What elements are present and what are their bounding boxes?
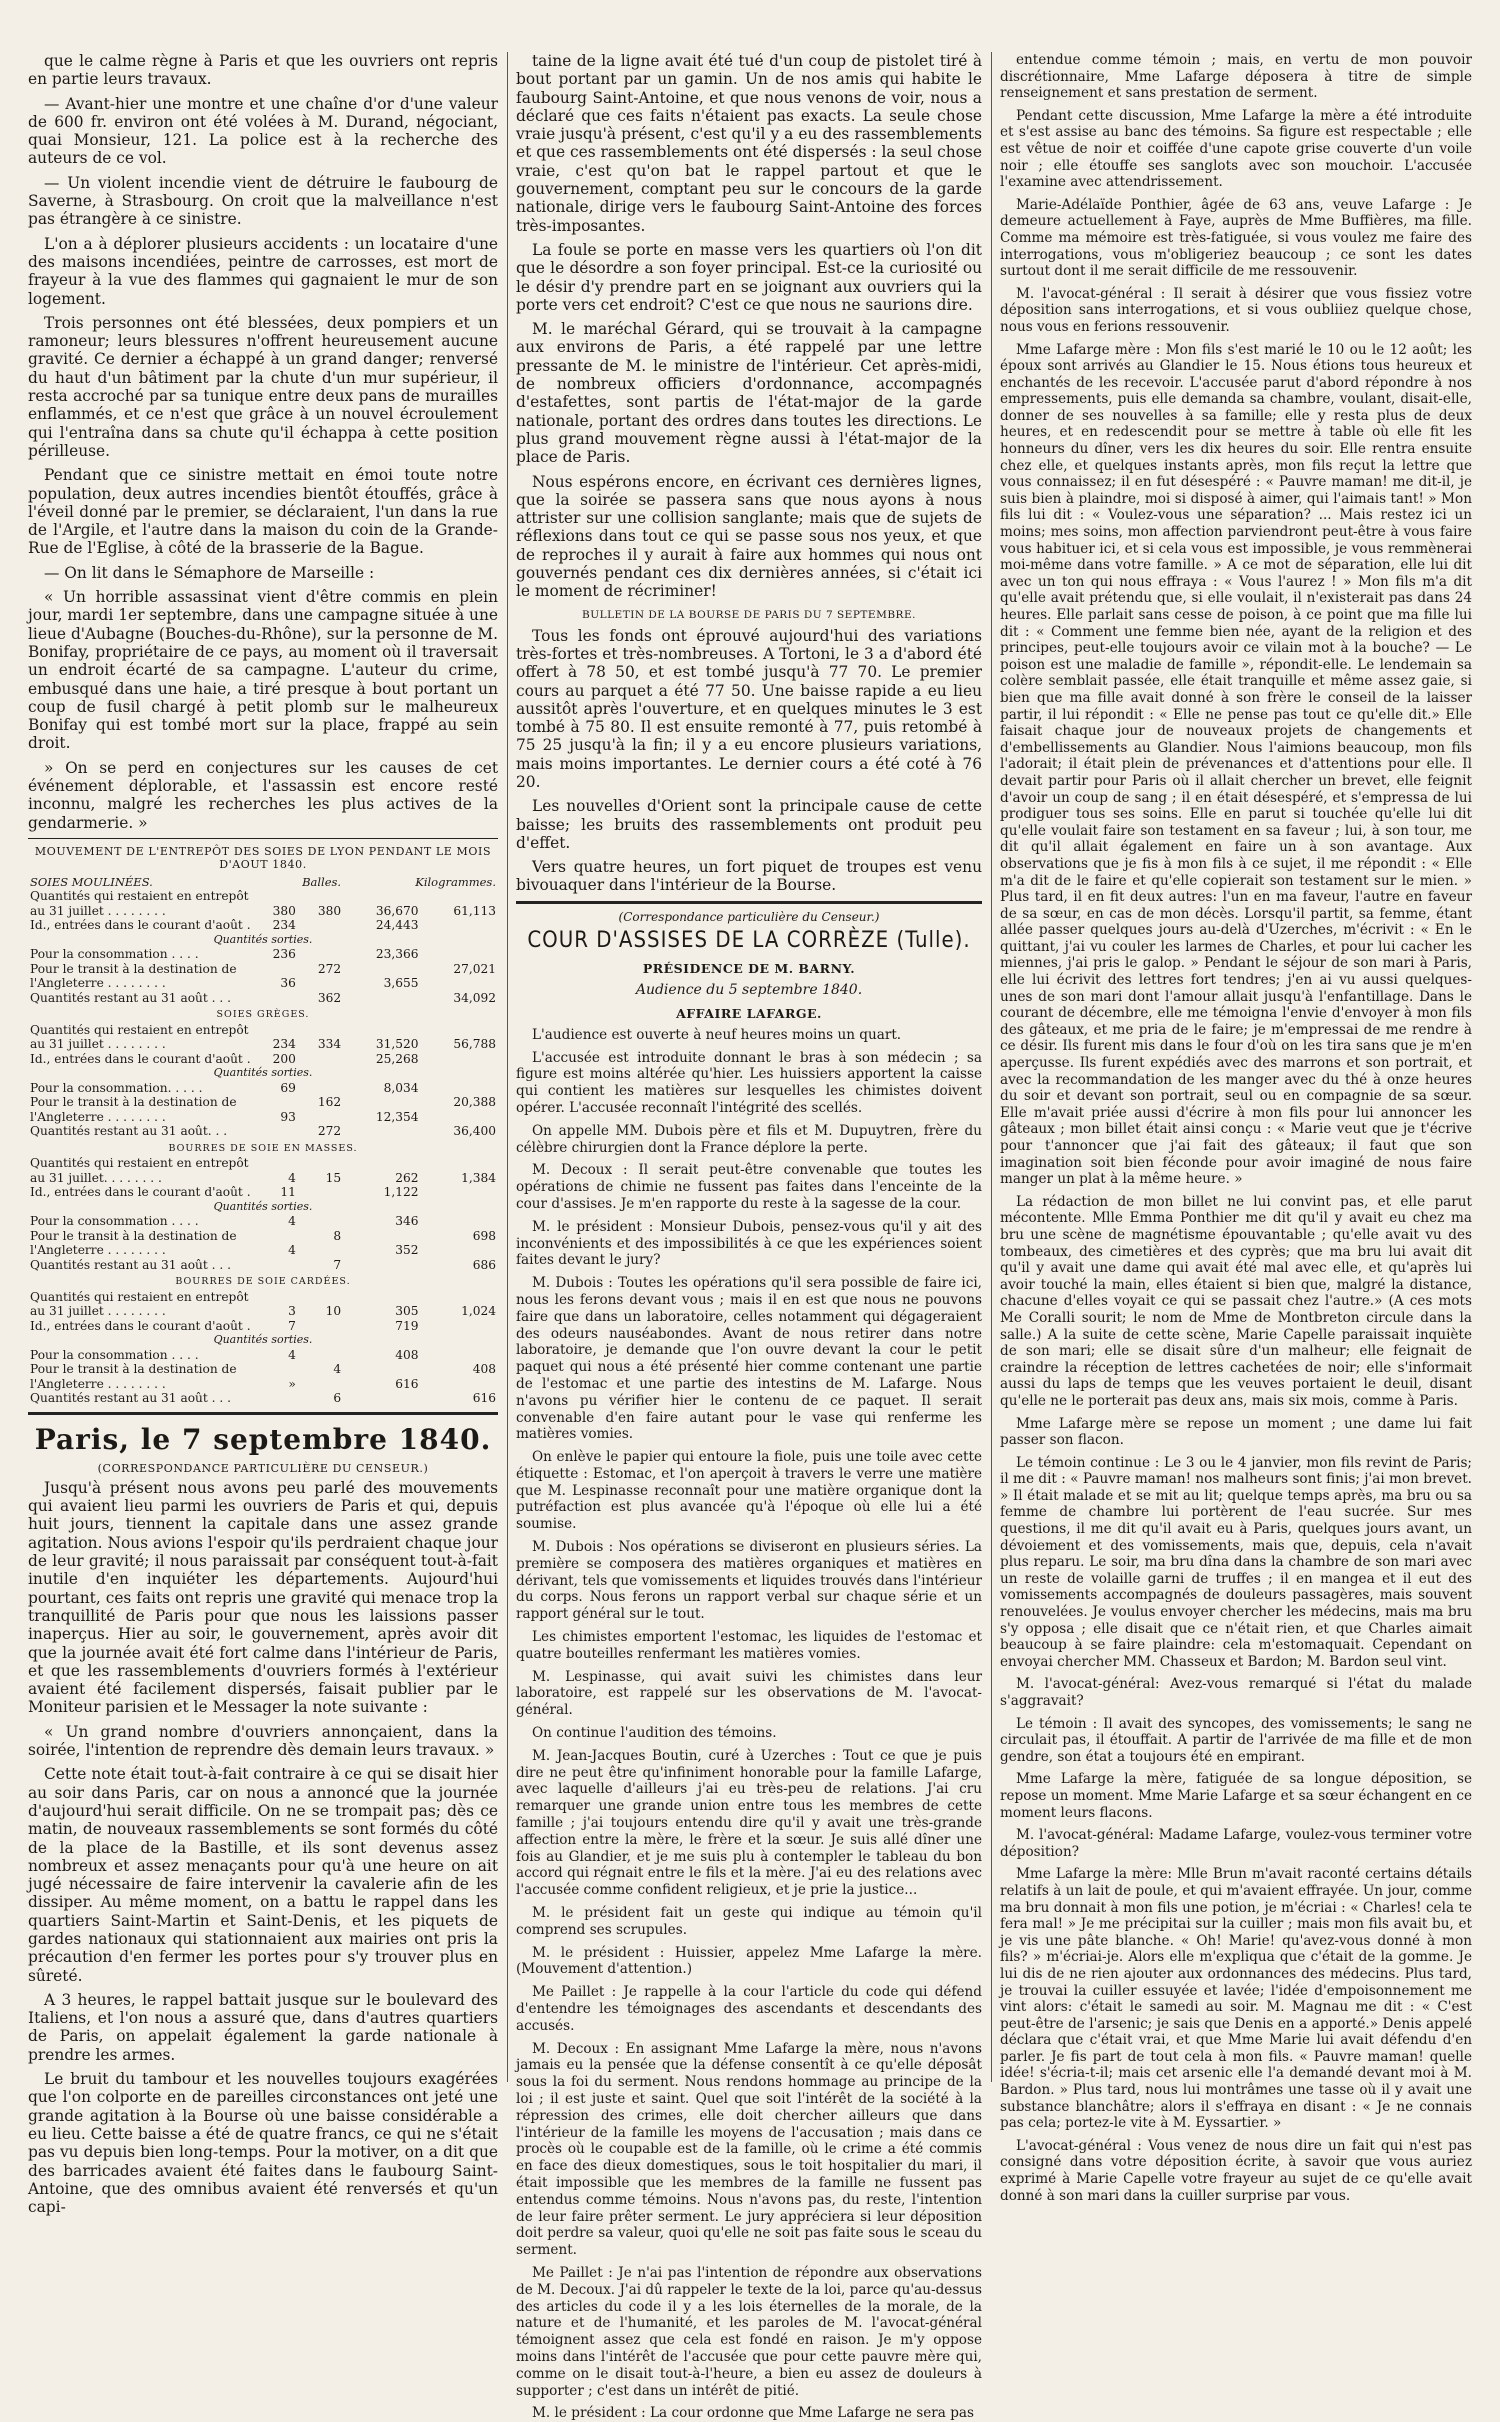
paragraph: Les nouvelles d'Orient sont la principale cause de cette baisse; les bruits des rassemblements ont produit peu d'effet. [516,797,982,852]
table-cell: au 31 juillet. . . . . . . . [30,1170,162,1185]
table-row [28,904,498,919]
column-3 [1000,52,1472,2204]
table-cell: 380 [317,903,342,918]
paragraph: On appelle MM. Dubois père et fils et M. Dupuytren, frère du célèbre chirurgien dont la France déplore la perte. [516,1122,982,1156]
table-cell: 4 [288,1214,296,1229]
table-cell [298,1052,343,1067]
table-row [28,1243,498,1258]
paragraph: M. Decoux : En assignant Mme Lafarge la mère, nous n'avons jamais eu la pensée que la défense consentît à ce qu'elle déposât sous la foi du serment. Nous rendons hommage au principe de la loi ; il est juste et saint. Quel que soit l'intérêt de la société à la répression des crimes, elle doit chercher ailleurs que dans l'intérieur de la famille les moyens de l'accusation ; mais dans ce procès où le coupable est de la famille, où le crime a été commis en face des dieux domestiques, sous le toit hospitalier du mari, il était impossible que les membres de la famille ne fussent pas entendus comme témoins. Nous n'avons pas, du reste, l'intention de leur faire prêter serment. Le jury appréciera si leur déposition doit perdre sa valeur, quoi qu'elle ne soit pas faite sous le sceau du serment. [516,2040,982,2259]
column-rule [507,52,508,2082]
table-cell: 8,034 [383,1080,419,1095]
correspondance-note: (Correspondance particulière du Censeur.) [618,909,880,924]
table-cell [343,1258,420,1273]
table-cell [298,1319,343,1334]
table-cell: l'Angleterre . . . . . . . . [30,1109,166,1124]
paragraph: Le bruit du tambour et les nouvelles toujours exagérées que l'on colporte en de pareilles circonstances ont jeté une grande agitation à la Bourse où une baisse considérable a eu lieu. Cette baisse a été de quatre francs, ce qui ne s'était pas vu depuis bien long-temps. Pour la motiver, on a dit que des barricades avaient été faites dans le faubourg Saint-Antoine, que des omnibus avaient été renversés et qu'un capi- [28,2070,498,2217]
table-row [28,976,498,991]
table-cell: Id., entrées dans le courant d'août . [30,1185,251,1200]
table-cell: Pour le transit à la destination de [30,1228,237,1243]
table-cell: Quantités restant au 31 août . . . [30,990,232,1005]
table-row [28,1319,498,1334]
table-cell: 31,520 [375,1037,419,1052]
table-cell [298,918,343,933]
table-cell [421,1214,498,1229]
paragraph: On enlève le papier qui entoure la fiole, puis une toile avec cette étiquette : Estomac, et l'on aperçoit à travers le verre une matière que M. Lespinasse reconnaît pour une matière organique dont la putréfaction est plus avancée qu'à l'époque où elle lui a été soumise. [516,1449,982,1533]
table-row [28,918,498,933]
table-cell: 1,122 [383,1185,419,1200]
table-row [28,1272,498,1290]
table-cell [298,889,343,904]
table-cell: Id., entrées dans le courant d'août . [30,1051,251,1066]
paragraph: Trois personnes ont été blessées, deux pompiers et un ramoneur; leurs blessures n'offrent heureusement aucune gravité. Ce dernier a échappé à un grand danger; renversé du haut d'un bâtiment par la chute d'un mur supérieur, il resta accroché par sa tunique entre deux pans de murailles enflammés, et ce n'est que grâce à un nouvel écroulement qui l'entraîna dans sa chute qu'il échappa à cette position périlleuse. [28,313,498,460]
paragraph: Cette note était tout-à-fait contraire à ce qui se disait hier au soir dans Paris, car on nous a annoncé que la journée d'aujourd'hui serait difficile. On ne se trompait pas; dès ce matin, de nouveaux rassemblements se sont formés du côté de la place de la Bastille, et ils sont devenus assez nombreux et assez menaçants pour qu'à une heure on ait jugé nécessaire de faire intervenir la cavalerie afin de les dissiper. Au même moment, on a battu le rappel dans les quartiers Saint-Martin et Saint-Denis, et les piquets de gardes nationaux qui stationnaient aux mairies ont pris la précaution d'en fermer les portes pour s'y trouver plus en sûreté. [28,1765,498,1985]
paragraph: M. l'avocat-général: Avez-vous remarqué si l'état du malade s'aggravait? [1000,1676,1472,1709]
table-cell [421,1185,498,1200]
table-cell [421,1243,498,1258]
table-cell: Quantités restant au 31 août . . . [30,1391,232,1406]
table-row [28,1391,498,1406]
table-row [28,889,498,904]
column-2 [516,52,982,2422]
table-row [28,1124,498,1139]
table-row [28,1362,498,1377]
table-cell [421,889,498,904]
table-row [28,1333,498,1348]
table-cell: 61,113 [453,903,496,918]
table-row [28,1139,498,1157]
table-cell: Quantités restant au 31 août. . . [30,1124,228,1139]
paragraph: — Un violent incendie vient de détruire le faubourg de Saverne, à Strasbourg. On croit que la malveillance n'est pas étrangère à ce sinistre. [28,173,498,229]
table-row [28,1200,498,1215]
table-cell: 616 [395,1376,419,1391]
table-cell [343,1095,420,1110]
table-row [28,1229,498,1244]
table-cell: 272 [317,961,342,976]
table-cell [421,1348,498,1363]
table-cell: Pour la consommation . . . . [30,1214,199,1229]
silk-table-title: MOUVEMENT DE L'ENTREPÔT DES SOIES DE LYON PENDANT LE MOIS D'AOUT 1840. [34,844,492,871]
table-row [28,1304,498,1319]
table-cell: 362 [317,990,342,1005]
table-cell [298,1156,343,1171]
table-cell: 36,670 [375,903,419,918]
table-cell: Quantités qui restaient en entrepôt [30,1156,249,1171]
table-cell [343,991,420,1006]
paragraph: Mme Lafarge mère se repose un moment ; une dame lui fait passer son flacon. [1000,1415,1472,1449]
table-cell: 3 [288,1304,296,1319]
table-row [28,1066,498,1081]
bourse-bulletin [516,627,982,895]
paragraph: Le témoin continue : Le 3 ou le 4 janvier, mon fils revint de Paris; il me dit : « Pauvre maman! nos malheurs sont finis; j'ai mon brevet. » Il était malade et se mit au lit; quelque temps après, ma bru ou sa femme de chambre lui portèrent de l'eau sucrée. Sur mes questions, il me dit qu'il avait eu à Paris, quelques jours avant, un dévoiement et des vomissements, mais que, depuis, cela n'avait plus reparu. Le soir, ma bru dîna dans la chambre de son mari avec un reste de volaille garni de truffes ; il en mangea et il eut des vomissements accompagnés de douleurs passagères, mais souvent renouvelées. Je voulus envoyer chercher les médecins, mais ma bru s'y opposa ; elle disait que ce n'était rien, et que Charles aimait beaucoup à se faire plaindre: cela m'estomaquait. Cependant on envoyai chercher MM. Chasseux et Bardon; M. Bardon seul vint. [1000,1454,1472,1670]
paragraph: Les chimistes emportent l'estomac, les liquides de l'estomac et quatre bouteilles renfermant les matières vomies. [516,1629,982,1662]
table-row [28,1185,498,1200]
table-cell: Quantités qui restaient en entrepôt [30,1022,249,1037]
paragraph: M. le président : Huissier, appelez Mme Lafarge la mère. (Mouvement d'attention.) [516,1944,982,1978]
table-row [28,1377,498,1392]
table-row [28,1110,498,1125]
table-cell [253,1290,298,1305]
table-cell: Pour le transit à la destination de [30,1095,237,1110]
silk-table [28,875,498,1406]
presidence: PRÉSIDENCE DE M. BARNY. [642,960,856,976]
table-cell [421,1081,498,1096]
paragraph: Me Paillet : Je n'ai pas l'intention de répondre aux observations de M. Decoux. J'ai dû rappeler le texte de la loi, parce qu'au-dessus des articles du code il y a les lois éternelles de la morale, de la nature et de l'humanité, et les paroles de M. l'avocat-général témoignent assez que cela est fondé en raison. Je m'y oppose moins dans l'intérêt de l'accusée que pour cette pauvre mère qui, comme on le disait tout-à-l'heure, a bien eu assez de douleurs à supporter ; c'est dans un intérêt de pitié. [516,2264,982,2399]
table-row [28,991,498,1006]
silk-table-head-3: Kilogrammes. [415,874,496,889]
table-cell: 4 [333,1362,342,1377]
table-cell [253,1023,298,1038]
table-cell [253,1156,298,1171]
paragraph: Mme Lafarge mère : Mon fils s'est marié le 10 ou le 12 août; les époux sont arrivés au Glandier le 15. Nous étions tous heureux et enchantés de les recevoir. L'accusée parut d'abord répondre à nos empressements, puis elle demanda sa chambre, voulant, disait-elle, donner de ses nouvelles à sa famille; elle y resta plus de deux heures, et en redescendit pour se mettre à table où elle fit les honneurs du dîner, vers les dix heures du soir. Elle rentra ensuite chez elle, et quelques instants après, mon fils reçut la lettre que vous connaissez; il en fut désespéré : « Pauvre maman! me dit-il, je suis bien à plaindre, moi si disposé à aimer, qui l'aimais tant! » Mon fils lui dit : « Voulez-vous une séparation? ... Mais restez ici un moins; mes soins, mon affection parviendront peut-être à vous faire vous habituer ici, et si cela vous est impossible, je vous remmènerai moi-même dans votre famille. » A ce mot de séparation, elle lui dit avec un ton qui nous effraya : « Vous l'aurez ! » Mon fils m'a dit qu'elle avait prétendu que, si elle voulait, il n'existerait pas dans 24 heures. Elle parlait sans cesse de poison, à ce point que ma fille lui dit : « Comment une femme bien née, ayant de la religion et des principes, peut-elle toujours avoir ce vilain mot à la bouche? — Le poison est une maladie de famille », répondit-elle. Le lendemain sa colère semblait passée, elle était tranquille et même assez gaie, si bien que ma fille avait donné à son frère le conseil de la laisser partir, il lui répondit : « Elle ne pense pas tout ce qu'elle dit.» Elle faisait chaque jour de nouveaux projets de changements et d'embellissements au Glandier. Nous l'aimions beaucoup, mon fils l'adorait; il était plein de prévenances et d'attentions pour elle. Il devait partir pour Paris où il allait chercher un brevet, elle feignit d'avoir un coup de sang ; il en était désespéré, et s'empressa de lui prodiguer tous ses soins. Elle en parut si touchée qu'elle lui dit qu'elle voulait faire son testament en sa faveur ; lui, à son tour, me dit qu'il allait également en faire un à son avantage. Aux observations que je fis à mon fils à ce sujet, il me répondit : « Elle m'a dit de le faire et qu'elle copierait son testament sur le mien. » Plus tard, il en fit deux autres: l'un en ma faveur, l'autre en faveur de sa sœur, en cas de mon décès. Lorsqu'il partit, sa femme, étant allée passer quelques jours au-delà d'Uzerches, m'écrivit : « En le quittant, j'ai vu couler les larmes de Charles, et pour lui cacher les miennes, j'ai pris le galop. » Pendant le séjour de son mari à Paris, elle lui écrivit des lettres fort tendres; j'en ai vu aussi quelques-unes de son mari dont l'amour allait jusqu'à l'enfantillage. Dans le courant de décembre, elle me témoigna l'envie d'envoyer à mon fils des gâteaux, et me pria de le faire; je m'empressai de me rendre à ce désir. Ils furent mis dans le four d'où on les tira sans que je m'en aperçusse. Ils furent expédiés avec des marrons et son portrait, et avec la recommandation de les manger avec du thé à onze heures du soir et devant son portrait, seul ou en compagnie de sa sœur. Elle m'avait priée aussi d'écrire à mon fils pour lui annoncer les gâteaux ; mon billet était ainsi conçu : « Marie veut que je t'écrive pour t'annoncer que j'ai fait des gâteaux; il faut que son imagination soit bien féconde pour avoir imaginé de nous faire manger un plat à la même heure. » [1000,341,1472,1188]
paragraph: M. Dubois : Nos opérations se diviseront en plusieurs séries. La première se composera des matières organiques et matières en dérivant, tels que vomissements et liquides trouvés dans l'intérieur du corps. Nous ferons un rapport verbal sur chaque série et un rapport général sur le tout. [516,1539,982,1623]
paragraph: Vers quatre heures, un fort piquet de troupes est venu bivouaquer dans l'intérieur de la Bourse. [516,858,982,895]
paragraph: La rédaction de mon billet ne lui convint pas, et elle parut mécontente. Mlle Emma Ponthier me dit qu'il y avait eu chez ma bru une scène de magnétisme épouvantable ; qu'elle avait vu des tombeaux, des cimetières et des cyprès; que ma bru lui avait dit qu'il y avait une dame qui avait été mal avec elle, et qu'après lui avoir touché la main, elles étaient si bien que, malgré la distance, chacune d'elles voyait ce qui se passait chez l'autre.» (A ces mots Me Coralli sourit; le nom de Mme de Montbreton circule dans la salle.) A la suite de cette scène, Marie Capelle paraissait inquiète de son mari; elle se disait sûre d'un malheur; elle feignait de craindre la réception de lettres cachetées de noir; elle s'informait aussi du laps de temps que les veuves portaient le deuil, disant qu'elle ne le porterait pas deux ans, mais six mois, comme à Paris. [1000,1193,1472,1409]
table-row [28,1081,498,1096]
table-row [28,1348,498,1363]
table-cell: 234 [272,1037,296,1052]
table-cell [253,1229,298,1244]
column-2-news [516,52,982,601]
paragraph: M. le maréchal Gérard, qui se trouvait à la campagne aux environs de Paris, a été rappelé par une lettre pressante de M. le ministre de l'intérieur. Cet après-midi, de nombreux officiers d'ordonnance, accompagnés d'estafettes, sont partis de l'état-major de la garde nationale, portant des ordres dans toutes les directions. Le plus grand mouvement règne aussi à l'état-major de la place de Paris. [516,320,982,467]
table-cell: 3,655 [383,976,419,991]
paragraph: taine de la ligne avait été tué d'un coup de pistolet tiré à bout portant par un gamin. Un de nos amis qui habite le faubourg Saint-Antoine, et que nous venons de voir, nous a déclaré que ces faits n'étaient pas exacts. La seule chose vraie jusqu'à présent, c'est qu'il y a eu des rassemblements et que ces rassemblements ont été dispersés : la seul chose vraie, c'est qu'on bat le rappel partout et que le gouvernement, comptant peu sur le concours de la garde nationale, dirige vers le faubourg Saint-Antoine des forces très-imposantes. [516,52,982,235]
table-cell [253,1095,298,1110]
table-cell [298,976,343,991]
paragraph: Me Paillet : Je rappelle à la cour l'article du code qui défend d'entendre les témoignages des ascendants et descendants des accusés. [516,1984,982,2034]
column-1-news [28,52,498,832]
dateline-sub: (CORRESPONDANCE PARTICULIÈRE DU CENSEUR.) [97,1461,429,1475]
paragraph: — On lit dans le Sémaphore de Marseille : [44,563,375,582]
table-cell: Quantités qui restaient en entrepôt [30,889,249,904]
table-cell: l'Angleterre . . . . . . . . [30,1376,166,1391]
column-rule [991,52,992,2082]
affaire-title: AFFAIRE LAFARGE. [676,1005,822,1021]
paragraph: Tous les fonds ont éprouvé aujourd'hui des variations très-fortes et très-nombreuses. A Tortoni, le 3 a d'abord été offert à 78 50, et est tombé jusqu'à 77 70. Le premier cours au parquet a été 77 50. Une baisse rapide a eu lieu aussitôt après l'ouverture, et en quelques minutes le 3 est tombé à 75 80. Il est ensuite remonté à 77, puis retombé à 75 25 jusqu'à la fin; il y a eu encore plusieurs variations, mais moins importantes. Le dernier cours a été coté à 76 20. [516,626,982,791]
trial-report [516,1027,982,2422]
table-cell: 24,443 [375,918,419,933]
table-row [28,1037,498,1052]
table-cell: 1,384 [461,1170,496,1185]
table-cell [421,976,498,991]
table-row [28,933,498,948]
table-cell [421,1319,498,1334]
table-subheading: Quantités sorties. [213,1066,313,1080]
column-1-paris-news [28,1479,498,2217]
table-cell [253,1124,298,1139]
table-cell: 12,354 [375,1109,419,1124]
table-row [28,962,498,977]
table-cell: au 31 juillet . . . . . . . . [30,1037,166,1052]
table-cell: » [288,1376,296,1391]
table-cell: 69 [280,1080,296,1095]
table-cell [343,1290,420,1305]
table-cell: 8 [333,1228,342,1243]
paragraph: M. Jean-Jacques Boutin, curé à Uzerches : Tout ce que je puis dire ne peut être qu'infiniment honorable pour la famille Lafarge, avec laquelle d'ailleurs j'ai eu très-peu de relations. J'ai cru remarquer une grande union entre tous les membres de cette famille ; j'ai toujours entendu dire qu'il y avait une très-grande affection entre la mère, le frère et la sœur. Je suis allé dîner une fois au Glandier, et je me suis plu à contempler le tableau du bon accord qui régnait entre le fils et la mère. J'ai eu des relations avec l'accusée comme confident religieux, et je prie la justice... [516,1747,982,1899]
silk-table-head-1: SOIES MOULINÉES. [30,874,153,889]
table-cell: 408 [472,1362,496,1377]
table-cell: au 31 juillet . . . . . . . . [30,903,166,918]
table-cell [421,1156,498,1171]
table-cell [298,1377,343,1392]
table-cell: 698 [472,1228,496,1243]
table-cell: 27,021 [453,961,496,976]
table-row [28,1023,498,1038]
table-cell [343,1362,420,1377]
table-cell: 4 [288,1243,296,1258]
table-cell: 10 [325,1304,342,1319]
paragraph: On continue l'audition des témoins. [532,1725,777,1742]
table-section: BOURRES DE SOIE CARDÉES. [175,1276,351,1288]
table-cell: Id., entrées dans le courant d'août . [30,918,251,933]
table-cell [343,1124,420,1139]
paragraph: L'accusée est introduite donnant le bras à son médecin ; sa figure est moins altérée qu'hier. Les huissiers apportent la caisse qui contient les matières sur lesquelles les chimistes doivent opérer. L'accusée reconnaît l'intégrité des scellés. [516,1049,982,1116]
paragraph: M. l'avocat-général : Il serait à désirer que vous fissiez votre déposition sans interrogations, et si vous oubliiez quelque chose, nous vous en ferions ressouvenir. [1000,285,1472,335]
table-cell: 236 [272,947,296,962]
table-row [28,1290,498,1305]
table-cell: Id., entrées dans le courant d'août . [30,1318,251,1333]
paragraph: L'on a à déplorer plusieurs accidents : un locataire d'une des maisons incendiées, peintre de carrosses, est mort de frayeur à la vue des flammes qui gagnaient le mur de son logement. [28,234,498,308]
paragraph: Pendant que ce sinistre mettait en émoi toute notre population, deux autres incendies bientôt étouffés, grâce à l'éveil donné par le premier, se déclaraient, l'un dans la rue de l'Argile, et l'autre dans la maison du coin de la Grande-Rue de l'Eglise, à côté de la brasserie de la Bague. [28,466,498,558]
paragraph: L'avocat-général : Vous venez de nous dire un fait qui n'est pas consigné dans votre déposition écrite, à savoir que vous auriez exprimé à Marie Capelle votre frayeur au sujet de ce qu'elle avait donné à son mari dans la cuiller surprise par vous. [1000,2137,1472,2204]
table-cell: Pour la consommation . . . . [30,947,199,962]
table-cell [298,1348,343,1363]
divider [28,838,498,839]
table-cell: 11 [280,1185,296,1200]
table-cell [298,947,343,962]
table-cell: l'Angleterre . . . . . . . . [30,1243,166,1258]
table-cell [421,1052,498,1067]
table-cell: Pour le transit à la destination de [30,961,237,976]
table-cell [343,1023,420,1038]
table-cell: 272 [317,1124,342,1139]
table-cell [253,889,298,904]
table-cell: 262 [395,1170,419,1185]
table-cell: 7 [288,1318,296,1333]
table-row [28,1052,498,1067]
table-cell: 34,092 [453,990,496,1005]
dateline: Paris, le 7 septembre 1840. [34,1422,492,1456]
paragraph: Nous espérons encore, en écrivant ces dernières lignes, que la soirée se passera sans que nous ayons à nous attrister sur une collision sanglante; mais que de sujets de réflexions dans tout ce qui se passe sous nos yeux, et que de reproches il y aurait à faire aux hommes qui nous ont gouvernés pendant ces dix dernières années, si c'était ici le moment de récriminer! [516,472,982,601]
table-row [28,947,498,962]
table-cell [298,1110,343,1125]
table-cell [421,1377,498,1392]
table-cell: 380 [272,903,296,918]
paragraph: M. le président : La cour ordonne que Mme Lafarge ne sera pas [532,2405,974,2422]
table-cell: 36,400 [453,1124,496,1139]
table-cell: 93 [280,1109,296,1124]
table-cell: l'Angleterre . . . . . . . . [30,976,166,991]
table-cell: 305 [395,1304,419,1319]
table-cell: 686 [472,1257,496,1272]
table-cell [421,1110,498,1125]
table-cell: 1,024 [461,1304,496,1319]
table-cell: Pour le transit à la destination de [30,1362,237,1377]
table-row [28,1095,498,1110]
table-cell: 20,388 [453,1095,496,1110]
table-row [28,1005,498,1023]
table-cell [343,962,420,977]
court-title: COUR D'ASSISES DE LA CORRÈZE (Tulle). [527,927,971,953]
table-subheading: Quantités sorties. [213,932,313,946]
audience-date: Audience du 5 septembre 1840. [635,981,863,998]
table-cell [253,1258,298,1273]
table-cell [421,1023,498,1038]
paragraph: Mme Lafarge la mère: Mlle Brun m'avait raconté certains détails relatifs à un lait de poule, et qui m'avaient effrayée. Un jour, comme ma bru donnait à mon fils une potion, je m'écriai : « Charles! cela te fera mal! » Je me précipitai sur la cuiller ; mais mon fils avait bu, et je vis une pâte blanche. « Oh! Marie! qu'avez-vous donné à mon fils? » m'écriai-je. Alors elle m'expliqua que c'était de la gomme. Je lui dis de ne rien ajouter aux ordonnances des médecins. Plus tard, je trouvai la cuiller essuyée et lavée; l'idée d'empoisonnement me vint alors: c'était le samedi au soir. M. Magnau me dit : « C'est peut-être de l'arsenic; je sais que Denis en a apporté.» Denis appelé déclara que c'était vrai, et que Mme Marie lui avait défendu d'en parler. Je fis part de tout cela à mon fils. « Pauvre maman! quelle idée! s'écria-t-il; mais cet arsenic elle l'a demandé devant moi à M. Bardon. » Plus tard, nous lui montrâmes une tasse où il y avait une substance blanchâtre; alors il s'effraya en disant : « Je ne connais pas cela; portez-le vite à M. Eyssartier. » [1000,1866,1472,2132]
paragraph: Mme Lafarge la mère, fatiguée de sa longue déposition, se repose un moment. Mme Marie Lafarge et sa sœur échangent en ce moment leurs flacons. [1000,1771,1472,1821]
table-cell: 352 [395,1243,419,1258]
table-cell: 346 [395,1214,419,1229]
newspaper-page [28,52,1472,2422]
table-cell: 408 [395,1347,419,1362]
divider [516,901,982,904]
paragraph: Pendant cette discussion, Mme Lafarge la mère a été introduite et s'est assise au banc des témoins. Sa figure est respectable ; elle est vêtue de noir et coiffée d'une capote grise couverte d'un voile noir ; elle étouffe ses sanglots avec son mouchoir. L'accusée l'examine avec attendrissement. [1000,107,1472,191]
table-cell: 234 [272,918,296,933]
paragraph: M. Decoux : Il serait peut-être convenable que toutes les opérations de chimie ne fussent pas faites dans l'enceinte de la cour d'assises. Je m'en rapporte du reste à la sagesse de la cour. [516,1162,982,1212]
paragraph: M. Dubois : Toutes les opérations qu'il sera possible de faire ici, nous les ferons devant vous ; mais il en est que nous ne pouvons faire que dans un laboratoire, celles notamment qui dégageraient des odeurs nauséabondes. Avant de nous retirer dans notre laboratoire, je demande que l'on ouvre devant la cour le petit paquet qui nous a été présenté hier comme contenant une partie de l'estomac et une partie des intestins de M. Lafarge. Nous n'avons pu vérifier hier le contenu de ce paquet. Il serait convenable d'en faire autant pour le vase qui renferme les matières vomies. [516,1275,982,1443]
table-cell: 162 [317,1095,342,1110]
table-cell [298,1290,343,1305]
table-cell [421,918,498,933]
table-cell [421,947,498,962]
paragraph: » On se perd en conjectures sur les causes de cet événement déplorable, et l'assassin est encore resté inconnu, malgré les recherches les plus actives de la gendarmerie. » [28,758,498,832]
paragraph: Le témoin : Il avait des syncopes, des vomissements; le sang ne circulait pas, il étouffait. A partir de l'arrivée de ma fille et de mon gendre, son état a toujours été en empirant. [1000,1715,1472,1765]
paragraph: M. le président fait un geste qui indique au témoin qu'il comprend ses scrupules. [516,1905,982,1938]
paragraph: Marie-Adélaïde Ponthier, âgée de 63 ans, veuve Lafarge : Je demeure actuellement à Faye, auprès de Mme Buffières, ma fille. Comme ma mémoire est très-fatiguée, si vous voulez me faire des interrogations, vous m'obligeriez beaucoup ; ce sont les dates surtout dont il me serait difficile de me ressouvenir. [1000,196,1472,280]
table-cell: 4 [288,1170,296,1185]
table-cell [298,1023,343,1038]
table-cell: Pour la consommation. . . . . [30,1080,203,1095]
table-section: SOIES GRÈGES. [216,1009,310,1021]
table-row [28,1156,498,1171]
table-cell [343,889,420,904]
table-cell: 200 [272,1051,296,1066]
table-cell [343,1229,420,1244]
table-section: BOURRES DE SOIE EN MASSES. [168,1142,358,1154]
table-cell: 7 [333,1257,342,1272]
table-cell: 6 [333,1391,342,1406]
table-cell: 334 [317,1037,342,1052]
paragraph: A 3 heures, le rappel battait jusque sur le boulevard des Italiens, et l'on nous a assuré que, dans d'autres quartiers de Paris, on appelait également la garde nationale à prendre les armes. [28,1990,498,2064]
table-subheading: Quantités sorties. [213,1199,313,1213]
table-cell: 719 [395,1318,419,1333]
table-cell [298,1214,343,1229]
table-cell [421,1290,498,1305]
paragraph: La foule se porte en masse vers les quartiers où l'on dit que le désordre a son foyer principal. Est-ce la curiosité ou le désir d'y prendre part en se joignant aux ouvriers qui la porte vers cet endroit? C'est ce que nous ne saurions dire. [516,240,982,314]
paragraph: M. le président : Monsieur Dubois, pensez-vous qu'il y ait des inconvénients et des impossibilités à ce que les expériences soient faites devant le jury? [516,1218,982,1269]
table-cell [343,1391,420,1406]
table-cell [298,1185,343,1200]
silk-table-head-2: Balles. [302,874,342,889]
table-cell [343,1156,420,1171]
table-row [28,1171,498,1186]
table-cell [298,1243,343,1258]
trial-report-continued [1000,52,1472,2204]
table-row [28,1214,498,1229]
table-cell [253,991,298,1006]
table-cell: 4 [288,1347,296,1362]
paragraph: « Un grand nombre d'ouvriers annonçaient, dans la soirée, l'intention de reprendre dès demain leurs travaux. » [28,1722,498,1760]
table-cell: 23,366 [375,947,419,962]
table-cell: 616 [472,1391,496,1406]
paragraph: « Un horrible assassinat vient d'être commis en plein jour, mardi 1er septembre, dans une campagne située à une lieue d'Aubagne (Bouches-du-Rhône), sur la personne de M. Bonifay, propriétaire de ce pays, au moment où il traversait un endroit écarté de sa campagne. L'auteur du crime, embusqué dans une haie, a tiré presque à bout portant un coup de fusil chargé à petit plomb sur le malheureux Bonifay qui est tombé mort sur la place, frappé au sein droit. [28,588,498,753]
paragraph: Jusqu'à présent nous avons peu parlé des mouvements qui avaient lieu parmi les ouvriers de Paris et qui, depuis huit jours, tiennent la capitale dans une assez grande agitation. Nous avions l'espoir qu'ils perdraient chaque jour de leur gravité; il nous paraissait par conséquent tout-à-fait inutile d'en inquiéter les départements. Aujourd'hui pourtant, ces faits ont repris une gravité qui menace trop la tranquillité de Paris pour que nous les laissions passer inaperçus. Hier au soir, le gouvernement, après avoir dit que la journée avait été fort calme dans l'intérieur de Paris, et que les rassemblements d'ouvriers formés à l'extérieur avaient été facilement dispersés, faisait publier par le Moniteur parisien et le Messager la note suivante : [28,1478,498,1717]
table-cell [253,962,298,977]
paragraph: entendue comme témoin ; mais, en vertu de mon pouvoir discrétionnaire, Mme Lafarge déposera à titre de simple renseignement et sans prestation de serment. [1000,52,1472,102]
table-cell [253,1391,298,1406]
column-1 [28,52,498,2217]
table-cell: Quantités restant au 31 août . . . [30,1257,232,1272]
table-cell: 56,788 [453,1037,496,1052]
table-cell: 15 [325,1170,342,1185]
paragraph: M. Lespinasse, qui avait suivi les chimistes dans leur laboratoire, est rappelé sur les observations de M. l'avocat-général. [516,1668,982,1719]
table-cell: 36 [280,976,296,991]
table-subheading: Quantités sorties. [213,1333,313,1347]
bourse-title: BULLETIN DE LA BOURSE DE PARIS DU 7 SEPTEMBRE. [582,608,916,621]
divider [28,1412,498,1415]
table-cell: 25,268 [375,1051,419,1066]
table-row [28,1258,498,1273]
table-cell [253,1362,298,1377]
table-cell: au 31 juillet . . . . . . . . [30,1304,166,1319]
paragraph: L'audience est ouverte à neuf heures moins un quart. [532,1026,902,1043]
paragraph: — Avant-hier une montre et une chaîne d'or d'une valeur de 600 fr. environ ont été volées à M. Durand, négociant, quai Monsieur, 121. La police est à la recherche des auteurs de ce vol. [28,94,498,168]
paragraph: M. l'avocat-général: Madame Lafarge, voulez-vous terminer votre déposition? [1000,1827,1472,1860]
table-cell [298,1081,343,1096]
table-cell: Pour la consommation . . . . [30,1347,199,1362]
table-cell: Quantités qui restaient en entrepôt [30,1289,249,1304]
paragraph: que le calme règne à Paris et que les ouvriers ont repris en partie leurs travaux. [28,52,498,89]
